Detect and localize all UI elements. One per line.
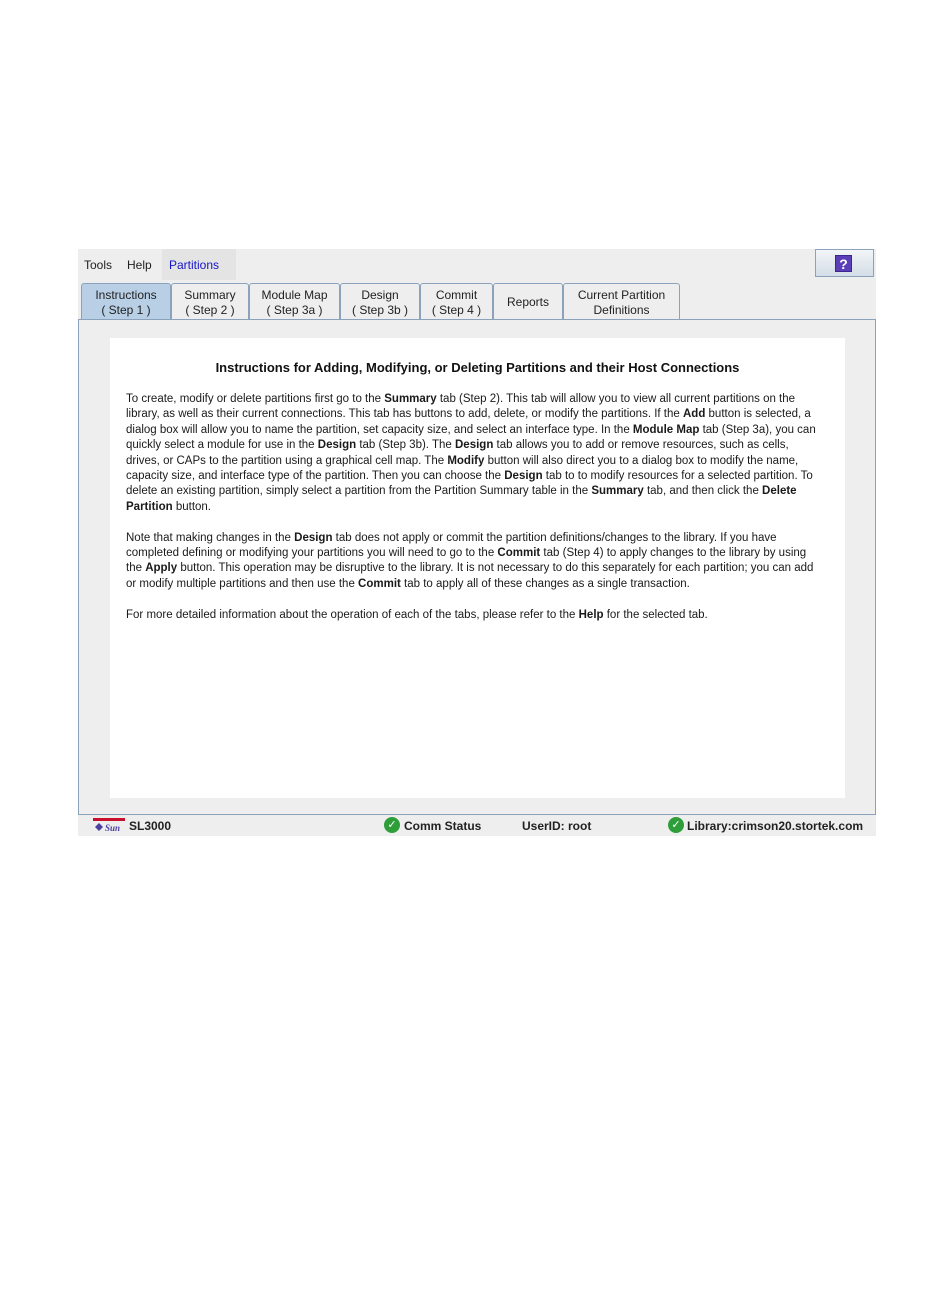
comm-status-label: Comm Status [404, 819, 482, 833]
tab-sublabel: ( Step 4 ) [431, 303, 482, 317]
tab-commit[interactable] [420, 283, 493, 319]
tab-label: Commit [435, 288, 478, 302]
bold-term: Design [294, 531, 333, 544]
tab-reports[interactable] [493, 283, 563, 319]
bold-term: Summary [384, 393, 437, 405]
text-run: button is selected, a dialog box will allow you to name the partition, set capacity size, and select an interface type. In the [126, 408, 811, 436]
library-host-label: Library:crimson20.stortek.com [687, 819, 864, 833]
sun-logo-icon [93, 818, 125, 833]
help-question-icon: ? [835, 255, 852, 272]
instructions-title: Instructions for Adding, Modifying, or Deleting Partitions and their Host Connections [215, 360, 740, 375]
status-bar [78, 815, 876, 836]
text-run: tab does not apply or commit the partition definitions/changes to the library. If you have completed defining or modifying your partitions you will need to go to the [126, 531, 777, 560]
tab-module-map[interactable] [249, 283, 340, 319]
tab-strip [78, 280, 876, 320]
text-run: tab, and then click the [643, 485, 763, 498]
bold-term: Apply [145, 562, 178, 575]
bold-term: Summary [591, 485, 644, 498]
tab-sublabel: ( Step 2 ) [185, 303, 235, 317]
text-run: tab (Step 3a), you can quickly select a module for use in the [126, 423, 816, 452]
bold-term: Help [578, 608, 604, 621]
text-run: for the selected tab. [603, 608, 708, 621]
text-run: For more detailed information about the operation of each of the tabs, please refer to the [126, 608, 579, 621]
text-run: Note that making changes in the [126, 531, 295, 544]
tab-label: Reports [506, 295, 550, 309]
tab-summary[interactable] [171, 283, 249, 319]
library-model-label: SL3000 [129, 819, 172, 833]
help-button[interactable] [815, 249, 874, 277]
bold-term: Commit [358, 577, 401, 590]
tab-label: Design [361, 288, 399, 302]
tab-sublabel: ( Step 3b ) [351, 303, 409, 317]
bold-term: Module Map [632, 423, 700, 436]
tab-label: Module Map [261, 288, 328, 302]
tab-sublabel: ( Step 1 ) [101, 303, 151, 317]
menu-bar [78, 249, 876, 281]
bold-term: Modify [447, 454, 485, 467]
bold-term: Commit [497, 547, 541, 560]
bold-term: Delete Partition [126, 485, 797, 513]
bold-term: Design [504, 470, 543, 483]
paragraph-create-modify-delete [126, 392, 816, 515]
user-id-label: UserID: root [522, 819, 592, 833]
text-run: tab to apply all of these changes as a single transaction. [400, 577, 690, 590]
paragraph-commit-note [126, 531, 816, 593]
bold-term: Design [455, 439, 494, 452]
instructions-body [126, 392, 816, 638]
tab-instructions[interactable] [81, 283, 171, 321]
instructions-document [110, 338, 845, 798]
bold-term: Add [682, 408, 706, 421]
menu-help[interactable]: Help [127, 258, 152, 272]
text-run: button. [172, 500, 212, 513]
text-run: button will also direct you to a dialog box to modify the name, capacity size, and interface type of the partition. Then you can choose the [126, 454, 799, 483]
menu-tools[interactable]: Tools [84, 258, 113, 272]
library-ok-check-icon: ✓ [668, 817, 684, 833]
text-run: button. This operation may be disruptive to the library. It is not necessary to do this separately for each partition; you can add or modify multiple partitions and then use the [126, 562, 814, 590]
partitions-app [78, 249, 876, 836]
svg-text:Sun: Sun [105, 823, 121, 833]
tab-sublabel: ( Step 3a ) [266, 303, 323, 317]
menu-partitions[interactable]: Partitions [169, 258, 220, 272]
tab-sublabel: Definitions [593, 303, 650, 317]
paragraph-help-reference [126, 608, 816, 623]
text-run: tab to to modify resources for a selected partition. To delete an existing partition, simply select a partition from the Partition Summary table in the [126, 470, 813, 498]
tab-label: Instructions [95, 288, 157, 302]
bold-term: Design [317, 439, 357, 452]
text-run: tab allows you to add or remove resources, such as cells, drives, or CAPs to the partition using a graphical cell map. The [126, 439, 789, 467]
text-run: tab (Step 2). This tab will allow you to view all current partitions on the library, as well as their current connections. This tab has buttons to add, delete, or modify the partitions. If the [126, 393, 796, 421]
text-run: tab (Step 3b). The [356, 439, 455, 452]
tab-design[interactable] [340, 283, 420, 319]
tab-label: Summary [184, 288, 236, 302]
tab-current-partition-definitions[interactable] [563, 283, 680, 319]
content-panel [78, 319, 876, 815]
comm-ok-check-icon: ✓ [384, 817, 400, 833]
text-run: tab (Step 4) to apply changes to the library by using the [126, 547, 807, 575]
text-run: To create, modify or delete partitions first go to the [126, 393, 385, 405]
tab-label: Current Partition [577, 288, 666, 302]
